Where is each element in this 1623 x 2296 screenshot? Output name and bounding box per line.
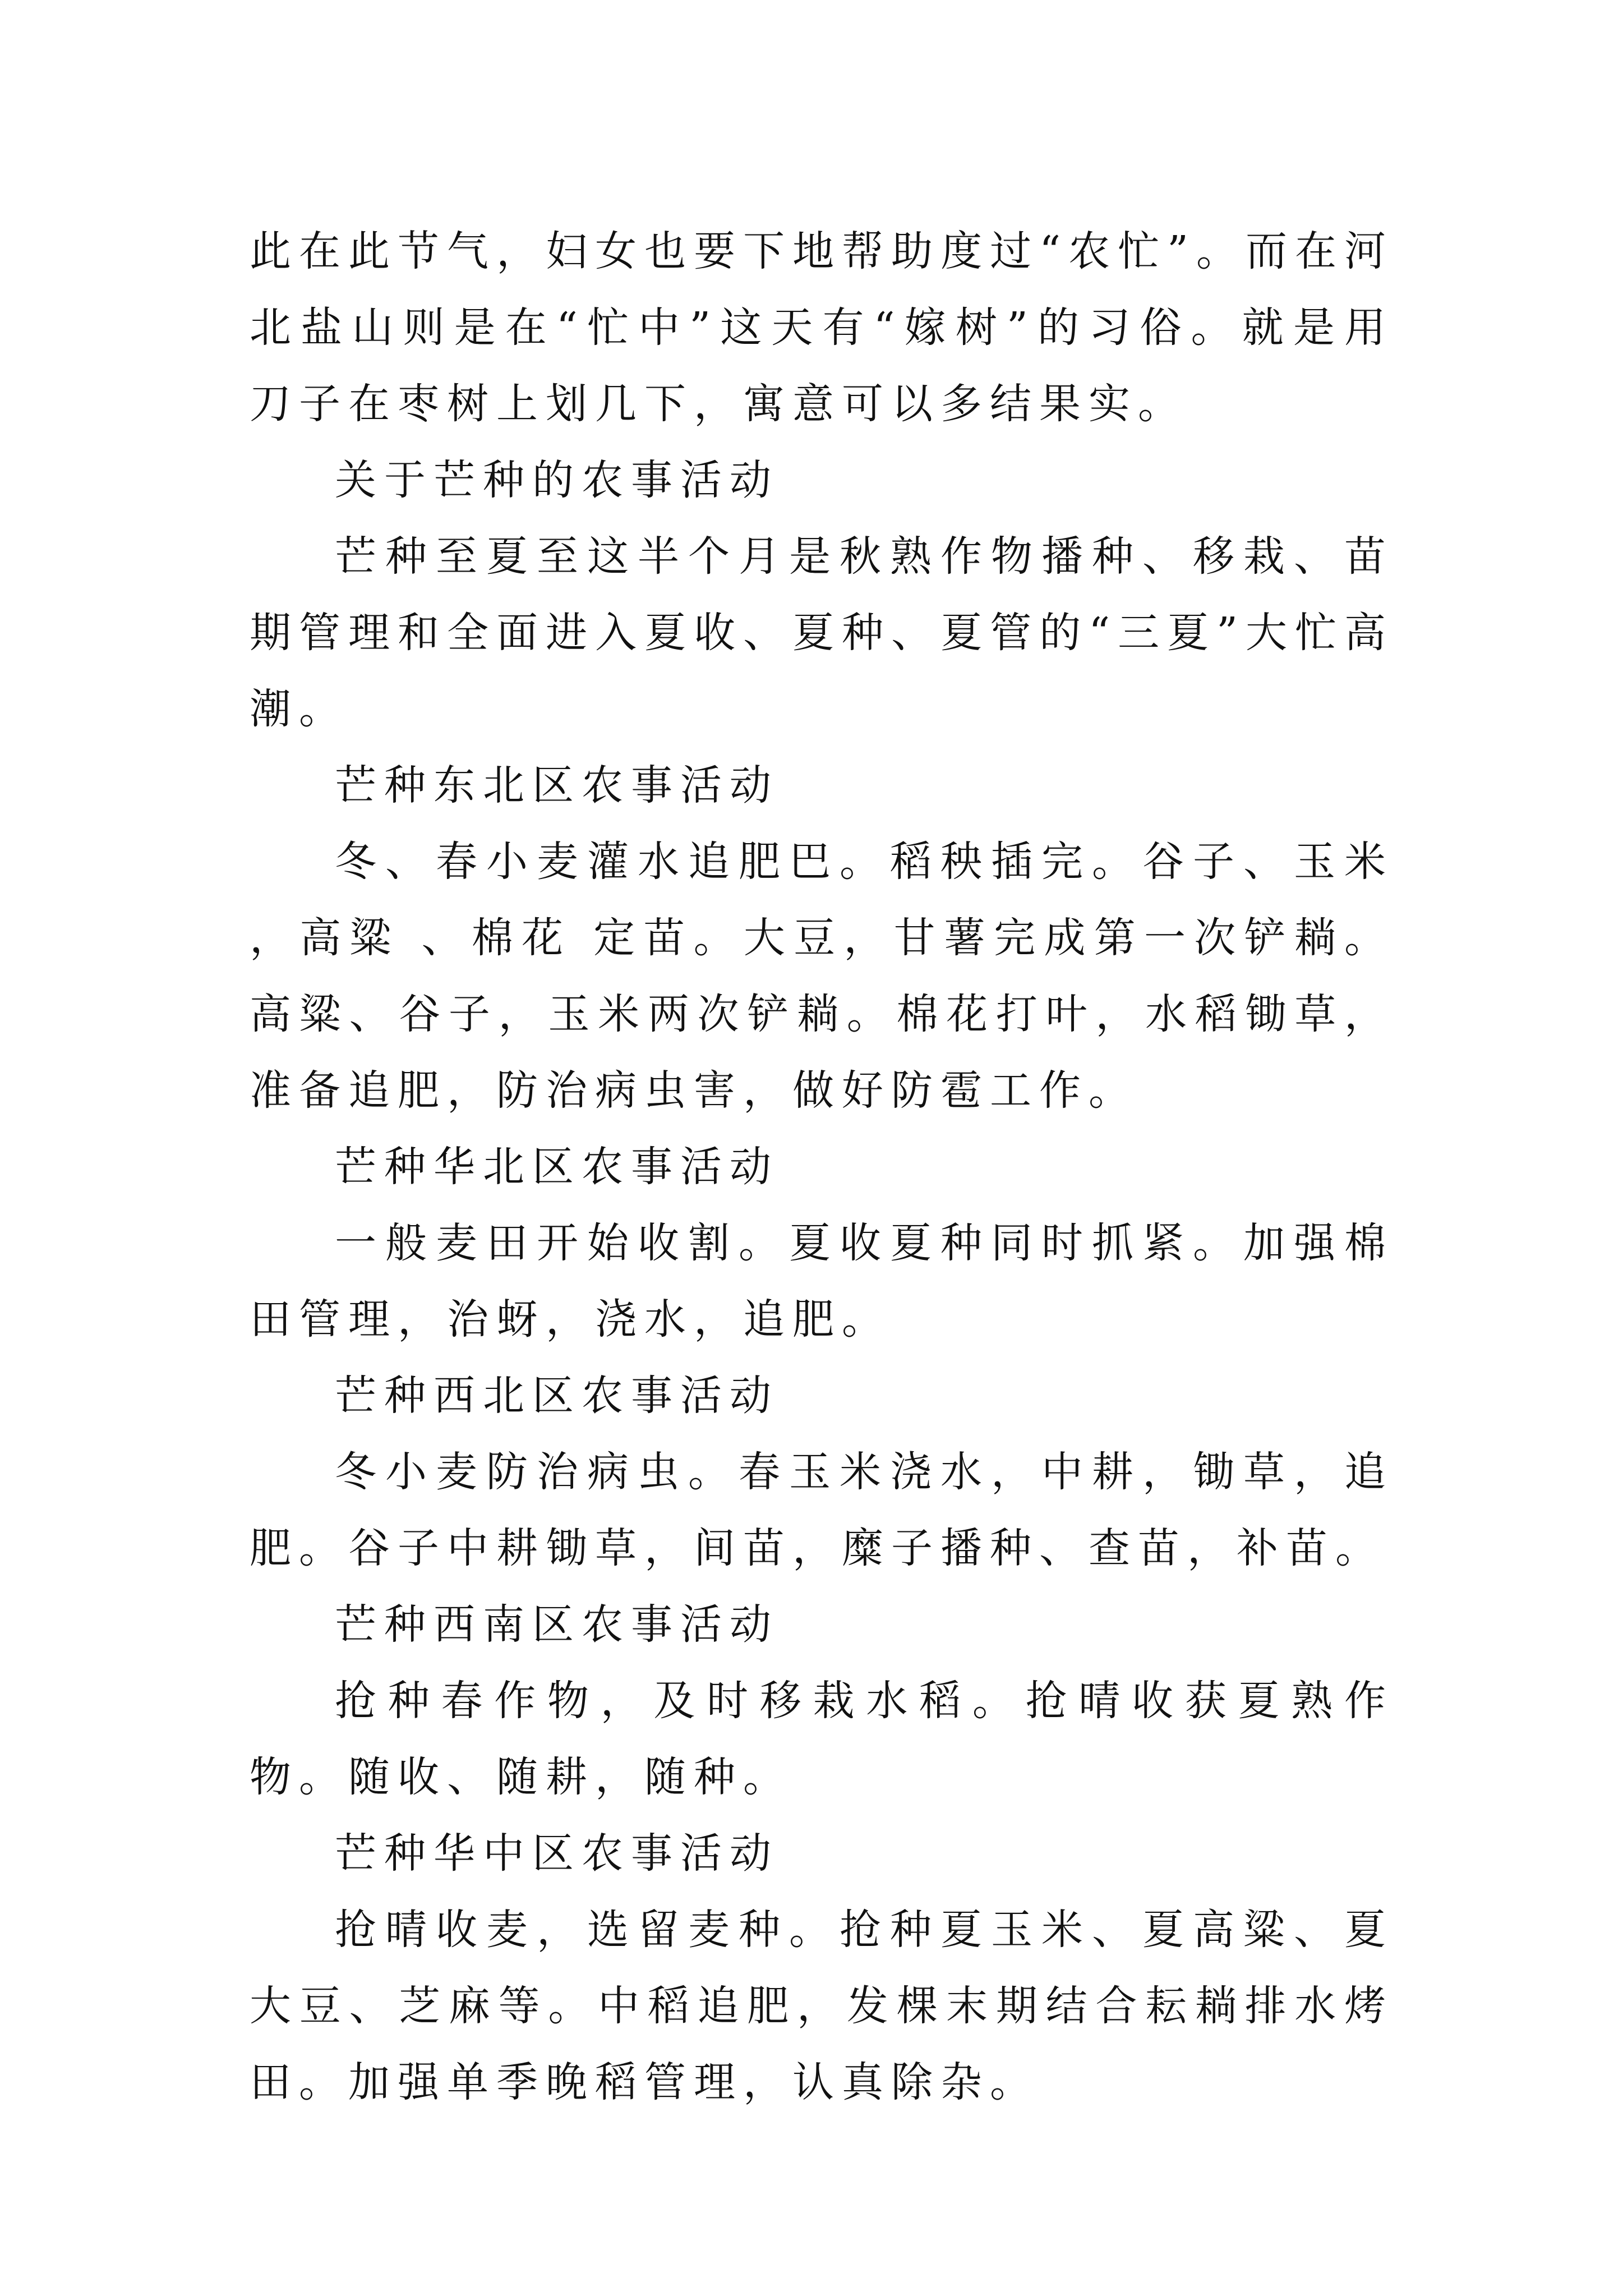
document-body <box>250 213 1394 2120</box>
section-heading-northeast: 芒种东北区农事活动 <box>335 761 779 809</box>
paragraph-central-china: 抢晴收麦，选留麦种。抢种夏玉米、夏高粱、夏大豆、芝麻等。中稻追肥，发棵末期结合耘耥排水烤田。加强单季晚稻管理，认真除杂。 <box>250 1906 1394 2106</box>
section-heading-central-china: 芒种华中区农事活动 <box>335 1829 779 1878</box>
section-heading-north-china: 芒种华北区农事活动 <box>335 1143 779 1191</box>
section-heading-mangzhong-farming: 关于芒种的农事活动 <box>335 456 779 504</box>
paragraph-northwest: 冬小麦防治病虫。春玉米浇水，中耕，锄草，追肥。谷子中耕锄草，间苗，糜子播种、查苗，补苗。 <box>250 1448 1394 1572</box>
paragraph-northeast: 冬、春小麦灌水追肥巴。稻秧插完。谷子、玉米 ，高粱 、棉花 定苗。大豆，甘薯完成第一次铲耥。高粱、谷子，玉米两次铲耥。棉花打叶，水稻锄草，准备追肥，防治病虫害，做好防雹工作。 <box>250 838 1394 1115</box>
paragraph-continuation: 此在此节气，妇女也要下地帮助度过“农忙”。而在河北盐山则是在“忙中”这天有“嫁树”的习俗。就是用刀子在枣树上划几下，寓意可以多结果实。 <box>250 227 1394 428</box>
section-heading-southwest: 芒种西南区农事活动 <box>335 1600 779 1649</box>
paragraph-north-china: 一般麦田开始收割。夏收夏种同时抓紧。加强棉田管理，治蚜，浇水，追肥。 <box>250 1219 1394 1343</box>
paragraph-overview: 芒种至夏至这半个月是秋熟作物播种、移栽、苗期管理和全面进入夏收、夏种、夏管的“三夏”大忙高潮。 <box>250 532 1394 733</box>
section-heading-northwest: 芒种西北区农事活动 <box>335 1372 779 1420</box>
paragraph-southwest: 抢种春作物，及时移栽水稻。抢晴收获夏熟作物。随收、随耕，随种。 <box>250 1677 1394 1801</box>
